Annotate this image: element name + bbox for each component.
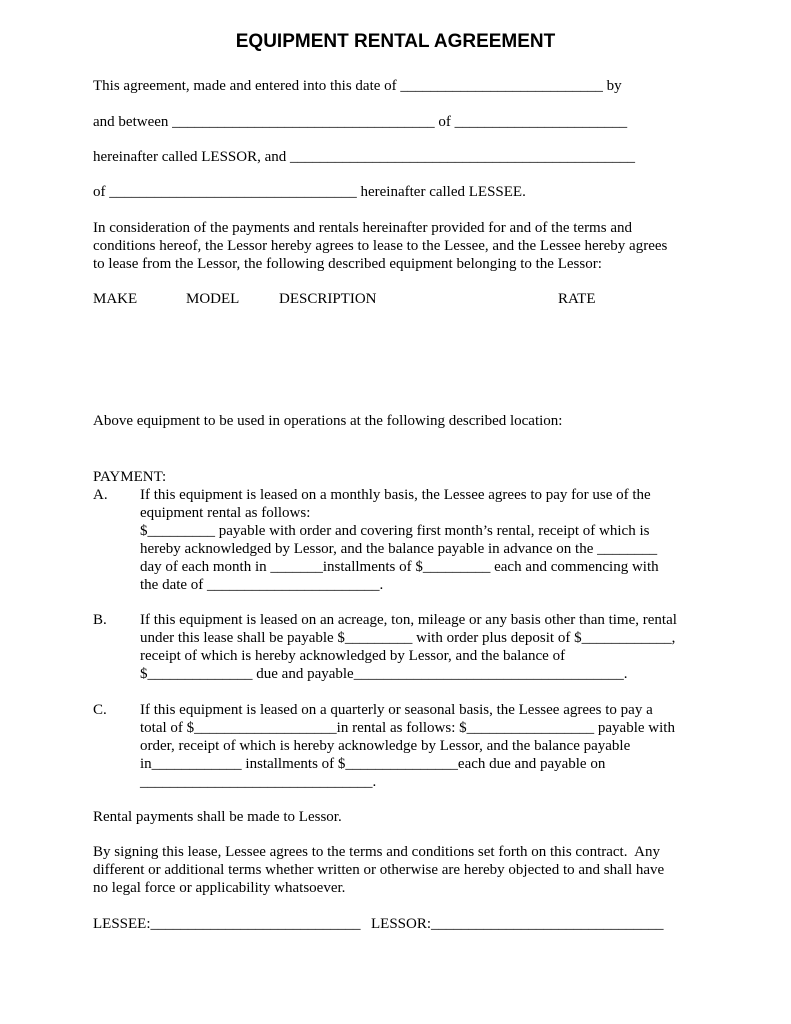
clause-c-text: If this equipment is leased on a quarterly or seasonal basis, the Lessee agrees to pay a	[140, 702, 653, 718]
clause-label-b: B.	[93, 612, 107, 628]
location-text: Above equipment to be used in operations at the following described location:	[93, 413, 563, 429]
column-header-model: MODEL	[186, 291, 240, 307]
column-header-make: MAKE	[93, 291, 138, 307]
clause-a-text: If this equipment is leased on a monthly basis, the Lessee agrees to pay for use of the	[140, 487, 651, 503]
lessee-line: of _________________________________ hereinafter called LESSEE.	[93, 184, 526, 200]
lessor-line: hereinafter called LESSOR, and ______________________________________________	[93, 149, 636, 165]
clause-b-text: $______________ due and payable____________________________________.	[140, 666, 628, 682]
consideration-text: to lease from the Lessor, the following described equipment belonging to the Lessor:	[93, 256, 602, 272]
clause-c-text: in____________ installments of $_______________each due and payable on	[140, 756, 606, 772]
clause-a-text: the date of _______________________.	[140, 577, 384, 593]
clause-b-text: If this equipment is leased on an acreage, ton, mileage or any basis other than time, rental	[140, 612, 677, 628]
between-party-line: and between ___________________________________ of _______________________	[93, 114, 628, 130]
lessee-signature-line: LESSEE:____________________________	[93, 916, 361, 932]
clause-b-text: under this lease shall be payable $_________ with order plus deposit of $____________,	[140, 630, 676, 646]
clause-label-c: C.	[93, 702, 107, 718]
agreement-date-line: This agreement, made and entered into this date of ___________________________ by	[93, 78, 622, 94]
clause-c-text: _______________________________.	[140, 774, 377, 790]
signing-terms-text: different or additional terms whether written or otherwise are hereby objected to and shall have	[93, 862, 665, 878]
clause-c-text: order, receipt of which is hereby acknowledge by Lessor, and the balance payable	[140, 738, 631, 754]
consideration-text: In consideration of the payments and rentals hereinafter provided for and of the terms and	[93, 220, 632, 236]
clause-label-a: A.	[93, 487, 108, 503]
clause-a-text: hereby acknowledged by Lessor, and the balance payable in advance on the ________	[140, 541, 658, 557]
signing-terms-text: By signing this lease, Lessee agrees to the terms and conditions set forth on this contract. Any	[93, 844, 660, 860]
column-header-description: DESCRIPTION	[279, 291, 377, 307]
clause-c-text: total of $___________________in rental as follows: $_________________ payable with	[140, 720, 675, 736]
lessor-signature-line: LESSOR:_______________________________	[371, 916, 664, 932]
signing-terms-text: no legal force or applicability whatsoever.	[93, 880, 346, 896]
clause-a-text: equipment rental as follows:	[140, 505, 311, 521]
clause-a-text: day of each month in _______installments of $_________ each and commencing with	[140, 559, 659, 575]
consideration-text: conditions hereof, the Lessor hereby agrees to lease to the Lessee, and the Lessee hereby agrees	[93, 238, 668, 254]
clause-b-text: receipt of which is hereby acknowledged by Lessor, and the balance of	[140, 648, 566, 664]
column-header-rate: RATE	[558, 291, 596, 307]
clause-a-text: $_________ payable with order and covering first month’s rental, receipt of which is	[140, 523, 650, 539]
document-title: EQUIPMENT RENTAL AGREEMENT	[235, 31, 556, 52]
payment-heading: PAYMENT:	[93, 469, 167, 485]
rental-payments-text: Rental payments shall be made to Lessor.	[93, 809, 342, 825]
